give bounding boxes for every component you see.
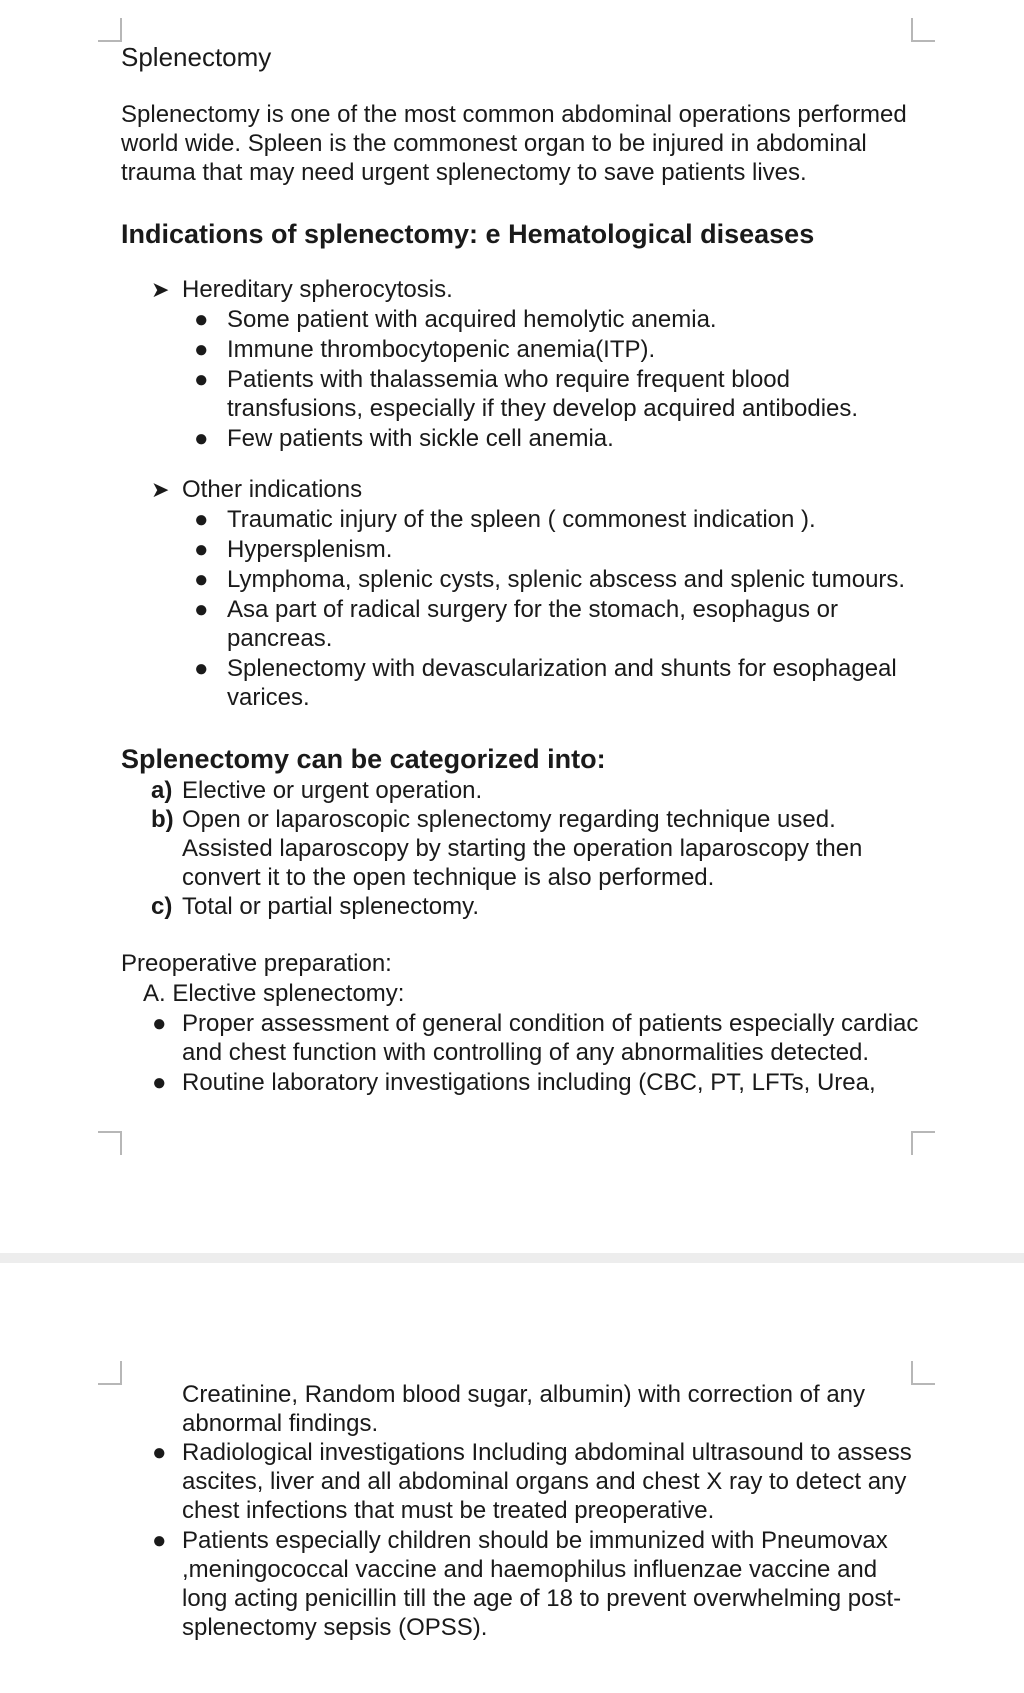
item-marker: a) <box>151 777 173 804</box>
bullet-icon: ● <box>194 596 209 623</box>
elective-heading <box>143 979 921 1009</box>
list-item-text: Asa part of radical surgery for the stomach, esophagus or pancreas. <box>227 596 838 652</box>
list-item-text: Lymphoma, splenic cysts, splenic abscess and splenic tumours. <box>227 566 906 593</box>
categories-list <box>151 776 921 921</box>
page-corner-mark <box>98 1361 122 1385</box>
bullet-icon: ● <box>194 506 209 533</box>
list-item <box>151 776 921 805</box>
hematological-group <box>121 275 921 453</box>
categories-heading <box>121 742 921 776</box>
list-item <box>182 654 921 712</box>
bullet-icon: ● <box>194 306 209 333</box>
list-item <box>151 1009 921 1067</box>
elective-heading-text: A. Elective splenectomy: <box>143 980 405 1007</box>
list-item-text: Traumatic injury of the spleen ( commonest indication ). <box>227 506 816 533</box>
list-item <box>151 805 921 892</box>
preop-list-continued <box>151 1438 921 1642</box>
list-item-text: Hypersplenism. <box>227 536 393 563</box>
list-item <box>182 505 921 534</box>
continuation-text: Creatinine, Random blood sugar, albumin) with correction of any abnormal findings. <box>182 1381 866 1437</box>
other-indications-list <box>182 505 921 712</box>
document-title: Splenectomy <box>121 42 272 72</box>
list-item <box>151 1068 921 1097</box>
bullet-icon: ● <box>194 425 209 452</box>
indications-heading: Indications of splenectomy: e Hematological diseases <box>121 219 815 249</box>
bullet-icon: ● <box>152 1527 167 1554</box>
document-page-2 <box>0 1263 1024 1693</box>
list-item <box>182 305 921 334</box>
hematological-list <box>182 305 921 453</box>
arrow-bullet-icon: ➤ <box>151 277 170 302</box>
list-item-text: Immune thrombocytopenic anemia(ITP). <box>227 336 656 363</box>
list-item <box>151 1526 921 1642</box>
list-item <box>182 565 921 594</box>
intro-paragraph: Splenectomy is one of the most common abdominal operations performed world wide. Spleen is the commonest organ to be injured in abdominal trauma that may need urgent splenectomy to save patients lives. <box>121 101 907 186</box>
bullet-icon: ● <box>152 1010 167 1037</box>
list-item-text: Radiological investigations Including abdominal ultrasound to assess ascites, liver and all abdominal organs and chest X ray to detect any chest infections that must be treated preoperative. <box>182 1439 912 1524</box>
bullet-icon: ● <box>194 336 209 363</box>
list-item-text: Elective or urgent operation. <box>182 777 483 804</box>
categories-heading-text: Splenectomy can be categorized into: <box>121 744 606 774</box>
list-item <box>182 535 921 564</box>
page-corner-mark <box>98 1131 122 1155</box>
list-item-text: Some patient with acquired hemolytic anemia. <box>227 306 717 333</box>
arrow-bullet-icon: ➤ <box>151 477 170 502</box>
preop-list <box>151 1009 921 1097</box>
bullet-icon: ● <box>194 536 209 563</box>
list-item-text: Open or laparoscopic splenectomy regarding technique used. Assisted laparoscopy by starting the operation laparoscopy then convert it to the open technique is also performed. <box>182 806 863 891</box>
list-item <box>182 335 921 364</box>
preop-heading-text: Preoperative preparation: <box>121 950 392 977</box>
arrow-list-item <box>121 275 921 305</box>
list-item-text: Routine laboratory investigations including (CBC, PT, LFTs, Urea, <box>182 1069 876 1096</box>
arrow-list-item <box>121 475 921 505</box>
bullet-icon: ● <box>152 1069 167 1096</box>
page-2-content <box>121 1380 921 1643</box>
bullet-icon: ● <box>194 566 209 593</box>
preop-heading <box>121 949 921 979</box>
other-indications-group <box>121 475 921 712</box>
list-item-text: Proper assessment of general condition of patients especially cardiac and chest function with controlling of any abnormalities detected. <box>182 1010 919 1066</box>
item-marker: b) <box>151 806 174 833</box>
list-item <box>182 595 921 653</box>
bullet-icon: ● <box>194 655 209 682</box>
list-item <box>151 1438 921 1525</box>
list-item <box>182 424 921 453</box>
page-1-content <box>121 40 921 1098</box>
list-item-text: Patients with thalassemia who require frequent blood transfusions, especially if they develop acquired antibodies. <box>227 366 859 422</box>
page-corner-mark <box>911 18 935 42</box>
page-separator <box>0 1253 1024 1263</box>
list-item-text: Patients especially children should be immunized with Pneumovax ,meningococcal vaccine and haemophilus influenzae vaccine and long acting penicillin till the age of 18 to prevent overwhelming post-splenectomy sepsis (OPSS). <box>182 1527 902 1641</box>
list-item-text: Few patients with sickle cell anemia. <box>227 425 614 452</box>
list-item-text: Total or partial splenectomy. <box>182 893 480 920</box>
bullet-icon: ● <box>194 366 209 393</box>
list-item <box>182 365 921 423</box>
group-label: Hereditary spherocytosis. <box>182 276 453 303</box>
page-corner-mark <box>98 18 122 42</box>
list-item-text: Splenectomy with devascularization and shunts for esophageal varices. <box>227 655 897 711</box>
bullet-icon: ● <box>152 1439 167 1466</box>
page-corner-mark <box>911 1131 935 1155</box>
list-item <box>151 892 921 921</box>
group-label: Other indications <box>182 476 363 503</box>
item-marker: c) <box>151 893 173 920</box>
